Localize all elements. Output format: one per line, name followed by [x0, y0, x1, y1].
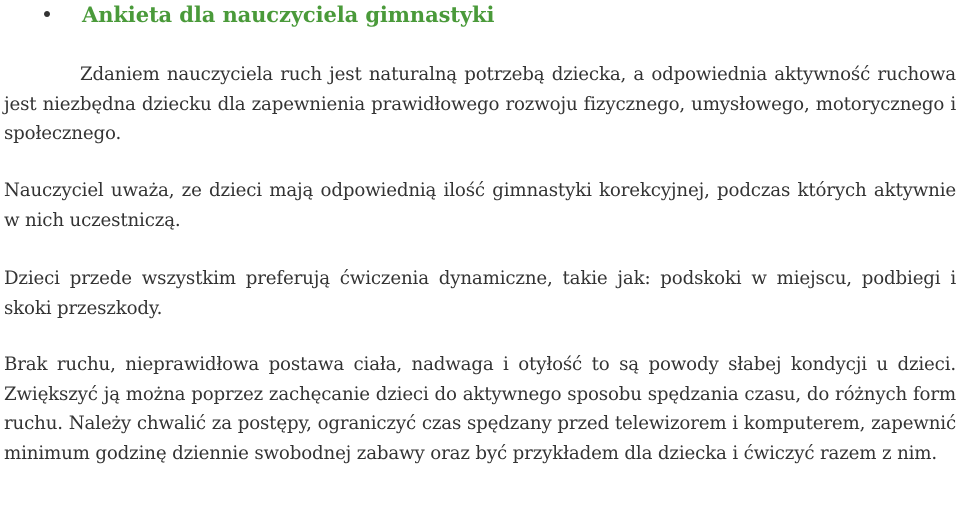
paragraph-1: Zdaniem nauczyciela ruch jest naturalną potrzebą dziecka, a odpowiednia aktywność ruchowa jest niezbędna dziecku dla zapewnienia prawidłowego rozwoju fizycznego, umysłowego, motorycznego i społecznego.	[4, 64, 956, 144]
bullet-icon	[44, 11, 50, 17]
paragraph-3: Dzieci przede wszystkim preferują ćwiczenia dynamiczne, takie jak: podskoki w miejscu, podbiegi i skoki przeszkody.	[4, 268, 956, 319]
paragraph-4: Brak ruchu, nieprawidłowa postawa ciała, nadwaga i otyłość to są powody słabej kondycji u dzieci. Zwiększyć ją można poprzez zachęcanie dzieci do aktywnego sposobu spędzania czasu, do różnych form ruchu. Należy chwalić za postępy, ograniczyć czas spędzany przed telewizorem i komputerem, zapewnić minimum godzinę dziennie swobodnej zabawy oraz być przykładem dla dziecka i ćwiczyć razem z nim.	[4, 354, 956, 464]
section-heading	[4, 0, 494, 28]
paragraph-2: Nauczyciel uważa, ze dzieci mają odpowiednią ilość gimnastyki korekcyjnej, podczas których aktywnie w nich uczestniczą.	[4, 180, 956, 231]
document-page	[4, 0, 960, 519]
heading-text: Ankieta dla nauczyciela gimnastyki	[82, 1, 495, 27]
